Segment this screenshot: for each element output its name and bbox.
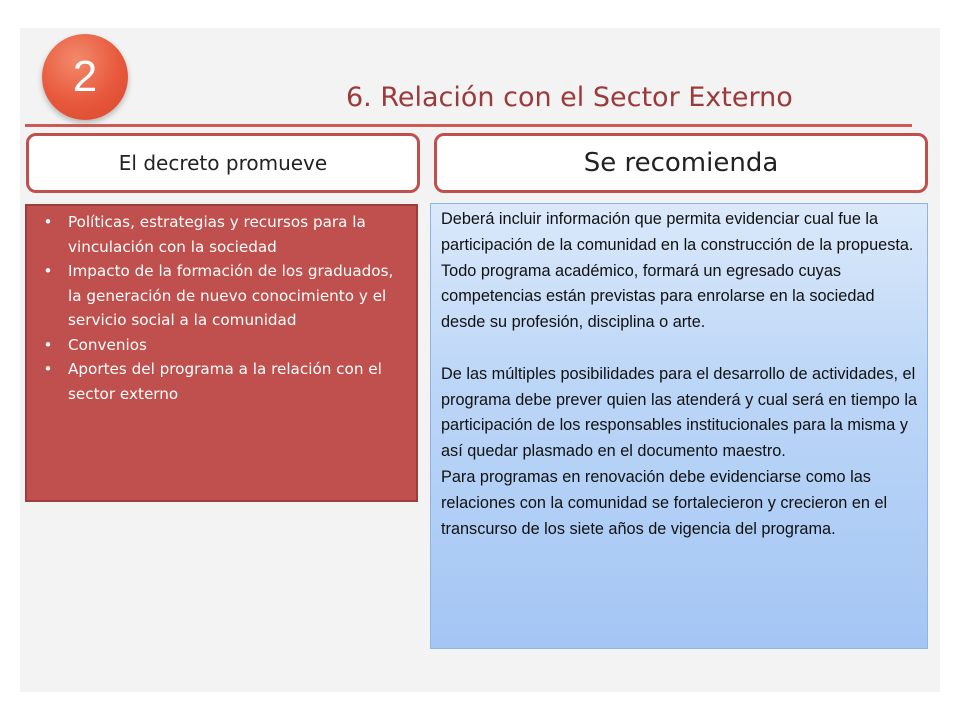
- recommendation-paragraph: Todo programa académico, formará un egresado cuyas competencias están previstas para enrolarse en la sociedad desde su profesión, disciplina o arte.: [441, 261, 875, 332]
- decree-bullet-panel: [25, 204, 418, 502]
- bullet-icon: •: [43, 335, 53, 354]
- left-header-box: [26, 133, 420, 193]
- bullet-item: [39, 259, 404, 333]
- badge-number: 2: [72, 52, 98, 101]
- recommendation-paragraph: De las múltiples posibilidades para el desarrollo de actividades, el programa debe prever quien las atenderá y cual será en tiempo la participación de los responsables institucionales para la misma y así quedar plasmado en el documento maestro.: [441, 364, 918, 461]
- right-header-box: [434, 133, 928, 193]
- bullet-icon: •: [43, 213, 53, 231]
- paragraph-spacer: [441, 336, 919, 362]
- recommendation-paragraph: Para programas en renovación debe evidenciarse como las relaciones con la comunidad se fortalecieron y crecieron en el transcurso de los siete años de vigencia del programa.: [441, 467, 888, 538]
- left-header-label: El decreto promueve: [118, 151, 328, 175]
- number-badge: [42, 34, 128, 120]
- bullet-icon: •: [43, 360, 53, 378]
- bullet-text: Impacto de la formación de los graduados, la generación de nuevo conocimiento y el servicio social a la comunidad: [68, 262, 394, 329]
- bullet-text: Aportes del programa a la relación con el sector externo: [68, 360, 382, 403]
- recommendation-paragraph: Deberá incluir información que permita evidenciar cual fue la participación de la comunidad en la construcción de la propuesta.: [441, 210, 914, 254]
- bullet-text: Convenios: [68, 335, 147, 354]
- bullet-item: [39, 210, 404, 259]
- title-divider: [25, 124, 912, 127]
- bullet-item: [39, 333, 404, 358]
- slide-title: 6. Relación con el Sector Externo: [346, 82, 793, 113]
- right-header-label: Se recomienda: [583, 148, 779, 178]
- bullet-icon: •: [43, 262, 53, 280]
- bullet-item: [39, 357, 404, 406]
- bullet-text: Políticas, estrategias y recursos para la vinculación con la sociedad: [68, 213, 366, 256]
- decree-bullet-list: [39, 210, 404, 406]
- recommendation-panel: [430, 203, 928, 649]
